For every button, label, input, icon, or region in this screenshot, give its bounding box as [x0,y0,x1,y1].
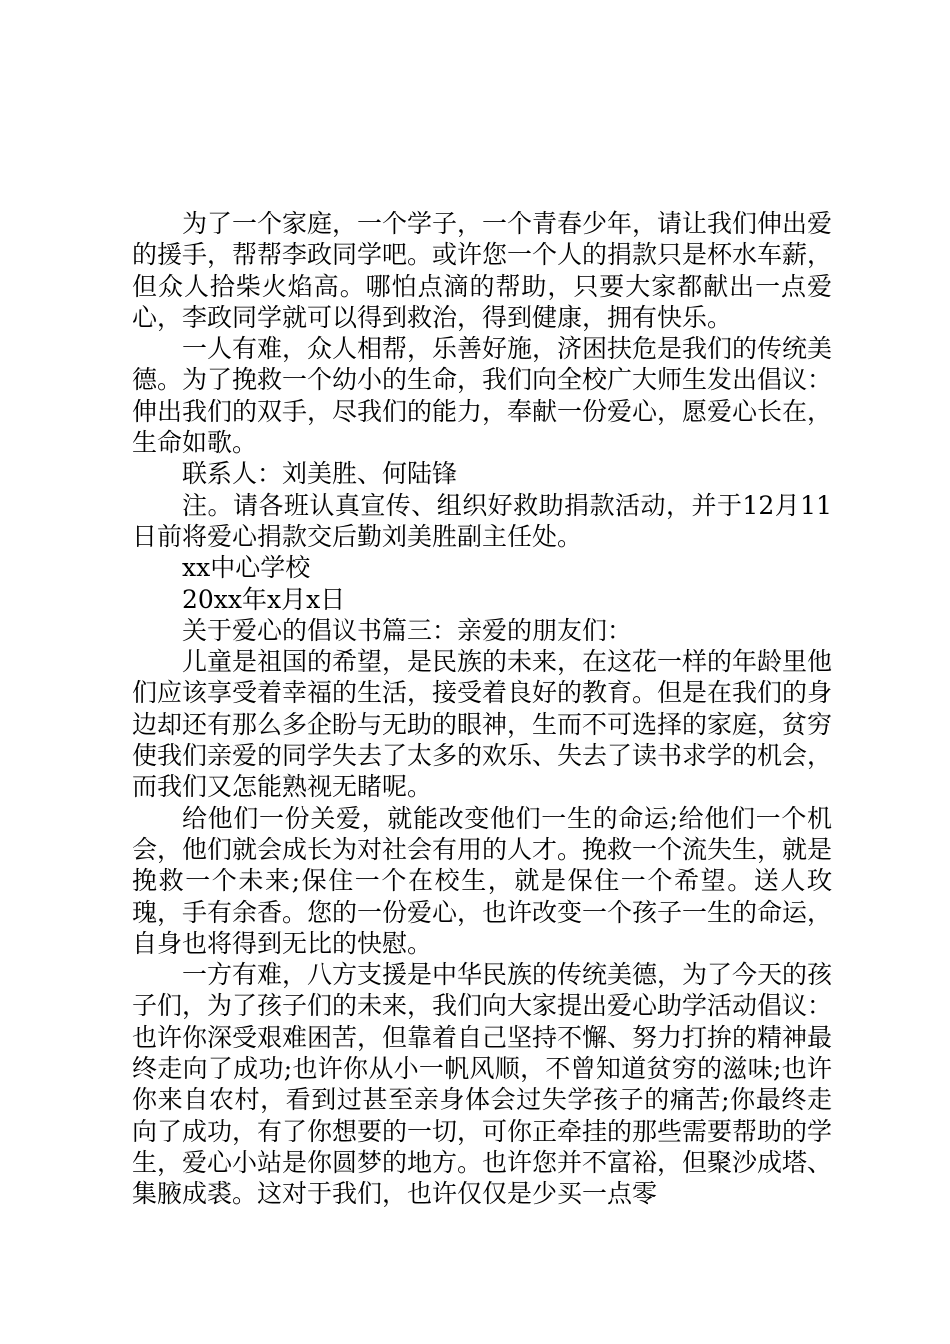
school-signature: xx中心学校 [182,553,311,583]
note: 注。请各班认真宣传、组织好救助捐款活动，并于12月11日前将爱心捐款交后勤刘美胜副主任处。 [132,490,832,551]
contact-person: 联系人：刘美胜、何陆锋 [182,459,458,489]
paragraph-one-in-trouble: 一方有难，八方支援是中华民族的传统美德，为了今天的孩子们，为了孩子们的未来，我们向大家提出爱心助学活动倡议：也许你深受艰难困苦，但靠着自己坚持不懈、努力打拚的精神最终走向了成功;也许你从小一帆风顺，不曾知道贫穷的滋味;也许你来自农村，看到过甚至亲身体会过失学孩子的痛苦;你最终走向了成功，有了你想要的一切，可你正牵挂的那些需要帮助的学生，爱心小站是你圆梦的地方。也许您并不富裕，但聚沙成塔、集腋成裘。这对于我们，也许仅仅是少买一点零 [132,960,833,1209]
paragraph-give-care: 给他们一份关爱，就能改变他们一生的命运;给他们一个机会，他们就会成长为对社会有用的人才。挽救一个流失生，就是挽救一个未来;保住一个在校生，就是保住一个希望。送人玫瑰，手有余香。您的一份爱心，也许改变一个孩子一生的命运，自身也将得到无比的快慰。 [132,803,833,958]
date-line: 20xx年x月x日 [182,584,346,614]
document-body [132,208,832,1210]
paragraph-help-li-zheng: 为了一个家庭，一个学子，一个青春少年，请让我们伸出爱的援手，帮帮李政同学吧。或许您一个人的捐款只是杯水车薪，但众人拾柴火焰高。哪怕点滴的帮助，只要大家都献出一点爱心，李政同学就可以得到救治，得到健康，拥有快乐。 [132,209,833,332]
paragraph-traditional-virtue: 一人有难，众人相帮，乐善好施，济困扶危是我们的传统美德。为了挽救一个幼小的生命，我们向全校广大师生发出倡议：伸出我们的双手，尽我们的能力，奉献一份爱心，愿爱心长在，生命如歌。 [132,334,833,458]
section-heading: 关于爱心的倡议书篇三：亲爱的朋友们： [182,615,633,645]
paragraph-children-hope: 儿童是祖国的希望，是民族的未来，在这花一样的年龄里他们应该享受着幸福的生活，接受着良好的教育。但是在我们的身边却还有那么多企盼与无助的眼神，生而不可选择的家庭，贫穷使我们亲爱的同学失去了太多的欢乐、失去了读书求学的机会，而我们又怎能熟视无睹呢。 [132,647,833,802]
